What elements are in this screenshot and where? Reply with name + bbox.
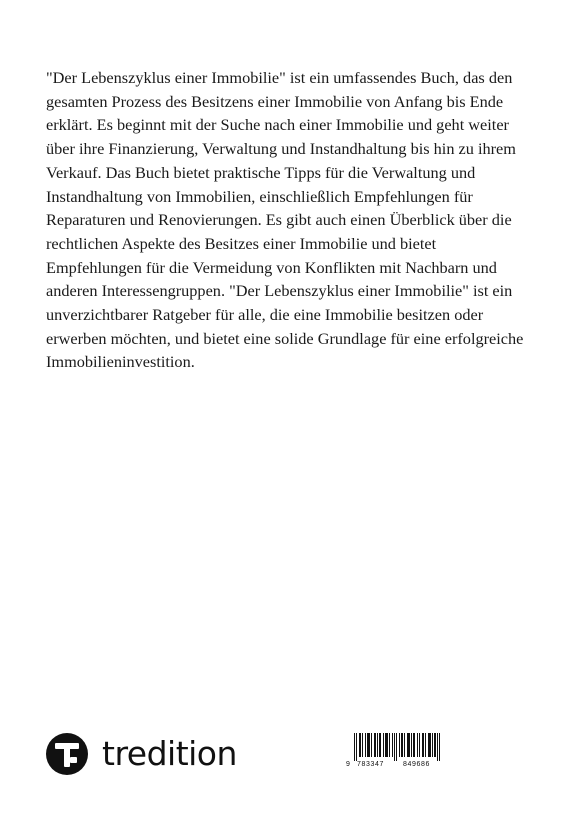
- tredition-logo-icon: [46, 733, 88, 775]
- barcode-digits-left: 783347: [357, 761, 384, 768]
- barcode-digits: [346, 760, 450, 769]
- publisher-name: tredition: [102, 734, 237, 773]
- barcode-digit-first: 9: [346, 761, 350, 768]
- publisher-logo: [46, 732, 237, 776]
- back-cover-description: "Der Lebenszyklus einer Immobilie" ist ein umfassendes Buch, das den gesamten Prozess des Besitzens einer Immobilie von Anfang bis Ende erklärt. Es beginnt mit der Suche nach einer Immobilie und geht weiter über ihre Finanzierung, Verwaltung und Instandhaltung bis hin zu ihrem Verkauf. Das Buch bietet praktische Tipps für die Verwaltung und Instandhaltung von Immobilien, einschließlich Empfehlungen für Reparaturen und Renovierungen. Es gibt auch einen Überblick über die rechtlichen Aspekte des Besitzes einer Immobilie und bietet Empfehlungen für die Vermeidung von Konflikten mit Nachbarn und anderen Interessengruppen. "Der Lebenszyklus einer Immobilie" ist ein unverzichtbarer Ratgeber für alle, die eine Immobilie besitzen oder erwerben möchten, und bietet eine solide Grundlage für eine erfolgreiche Immobilieninvestition.: [46, 68, 524, 372]
- isbn-barcode: [346, 733, 450, 769]
- barcode-icon: [346, 733, 450, 761]
- barcode-digits-right: 849686: [403, 761, 430, 768]
